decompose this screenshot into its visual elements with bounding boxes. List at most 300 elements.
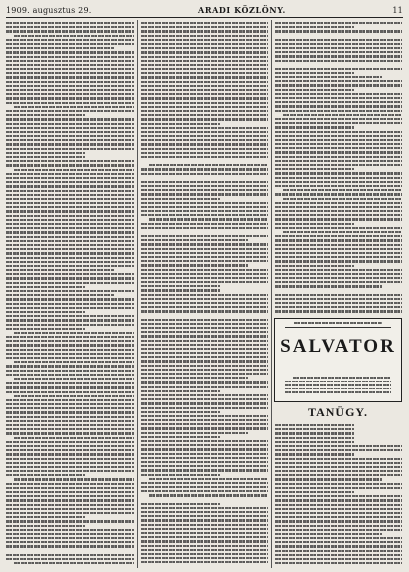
text-line: [6, 139, 134, 141]
text-line: [141, 331, 268, 333]
text-line: [141, 294, 268, 296]
text-line: [285, 391, 391, 393]
text-line: [6, 177, 134, 179]
text-line: [141, 281, 268, 283]
text-line: [275, 512, 402, 514]
text-line: [6, 219, 134, 221]
text-line: [275, 260, 402, 262]
text-line: [275, 185, 402, 187]
text-line: [275, 177, 402, 179]
text-line: [275, 239, 402, 241]
text-line: [6, 231, 134, 233]
text-line: [275, 269, 402, 271]
text-line: [6, 102, 134, 104]
text-line: [275, 93, 402, 95]
text-line: [141, 256, 268, 258]
text-line: [141, 143, 268, 145]
text-line: [6, 365, 134, 367]
text-line: [275, 168, 354, 170]
text-line: [141, 227, 268, 229]
text-line: [141, 365, 268, 367]
text-line: [141, 453, 268, 455]
text-line: [141, 390, 220, 392]
text-line: [6, 290, 134, 292]
text-line: [6, 424, 134, 426]
text-line: [6, 504, 134, 506]
text-line: [6, 282, 134, 284]
text-line: [141, 173, 268, 175]
text-line: [141, 243, 268, 245]
text-line: [275, 541, 402, 543]
text-line: [141, 515, 268, 517]
text-line: [275, 252, 402, 254]
text-line: [141, 369, 268, 371]
text-line: [275, 302, 402, 304]
text-line: [6, 215, 134, 217]
text-line: [6, 374, 134, 376]
text-line: [6, 458, 134, 460]
text-line: [6, 328, 85, 330]
text-line: [14, 378, 134, 380]
text-line: [6, 495, 134, 497]
text-line: [275, 218, 402, 220]
text-line: [141, 269, 268, 271]
text-line: [141, 43, 268, 45]
text-line: [275, 298, 402, 300]
text-line: [14, 478, 134, 480]
text-line: [141, 35, 268, 37]
text-line: [275, 306, 402, 308]
text-line: [275, 101, 402, 103]
text-line: [275, 76, 382, 78]
text-line: [6, 466, 134, 468]
text-line: [6, 181, 134, 183]
text-line: [141, 536, 268, 538]
text-line: [14, 332, 134, 334]
text-line: [149, 164, 268, 166]
text-line: [141, 519, 268, 521]
text-line: [6, 449, 134, 451]
text-line: [141, 465, 268, 467]
text-line: [141, 260, 268, 262]
text-line: [275, 256, 402, 258]
text-line: [141, 102, 268, 104]
text-line: [275, 214, 402, 216]
text-line: [14, 562, 134, 564]
text-line: [141, 394, 268, 396]
text-line: [275, 22, 402, 24]
text-line: [141, 323, 268, 325]
text-line: [275, 72, 354, 74]
text-line: [6, 445, 134, 447]
text-line: [275, 105, 402, 107]
text-line: [6, 311, 85, 313]
text-line: [6, 294, 114, 296]
text-line: [283, 189, 402, 191]
page-header: [6, 4, 403, 16]
text-line: [6, 353, 134, 355]
text-line: [275, 84, 402, 86]
text-line: [6, 76, 134, 78]
text-line: [6, 194, 134, 196]
text-line: [141, 335, 268, 337]
text-line: [6, 47, 114, 49]
text-line: [275, 39, 402, 41]
text-line: [6, 198, 134, 200]
text-line: [275, 432, 354, 434]
text-line: [141, 123, 220, 125]
text-line: [275, 499, 402, 501]
text-line: [275, 458, 402, 460]
text-line: [141, 373, 268, 375]
text-line: [275, 110, 402, 112]
text-line: [141, 482, 268, 484]
text-line: [275, 210, 402, 212]
text-line: [275, 135, 402, 137]
text-line: [275, 437, 354, 439]
text-line: [275, 223, 354, 225]
text-line: [141, 248, 268, 250]
text-line: [141, 168, 268, 170]
text-line: [6, 420, 134, 422]
text-line: [275, 131, 402, 133]
text-line: [6, 227, 134, 229]
text-line: [141, 474, 220, 476]
text-line: [6, 403, 134, 405]
text-line: [275, 491, 354, 493]
text-line: [275, 68, 402, 70]
text-line: [275, 470, 402, 472]
text-line: [6, 127, 134, 129]
text-line: [275, 273, 402, 275]
text-column-right-bottom: [275, 424, 402, 566]
text-line: [275, 550, 402, 552]
text-line: [141, 448, 268, 450]
text-line: [141, 30, 268, 32]
text-line: [275, 453, 354, 455]
salvator-advertisement: [274, 318, 402, 402]
text-line: [149, 494, 268, 496]
text-line: [283, 231, 402, 233]
text-line: [275, 478, 382, 480]
text-line: [275, 466, 402, 468]
text-line: [14, 169, 134, 171]
text-line: [6, 265, 134, 267]
text-line: [6, 206, 134, 208]
text-line: [6, 93, 134, 95]
text-line: [275, 43, 402, 45]
page-number: 11: [392, 5, 403, 15]
text-line: [141, 352, 268, 354]
text-line: [141, 189, 268, 191]
text-line: [6, 520, 134, 522]
text-line: [141, 340, 268, 342]
text-line: [275, 235, 402, 237]
text-line: [275, 118, 402, 120]
text-line: [141, 377, 248, 379]
text-line: [6, 487, 134, 489]
text-line: [141, 39, 268, 41]
text-line: [6, 344, 134, 346]
text-line: [6, 319, 134, 321]
text-line: [14, 106, 134, 108]
text-line: [6, 72, 134, 74]
text-line: [141, 419, 268, 421]
text-line: [141, 81, 268, 83]
text-line: [141, 503, 220, 505]
text-line: [275, 122, 402, 124]
text-line: [275, 294, 402, 296]
text-line: [275, 202, 402, 204]
text-line: [6, 411, 134, 413]
text-line: [141, 310, 268, 312]
text-line: [141, 47, 268, 49]
text-line: [141, 68, 268, 70]
text-line: [6, 173, 134, 175]
text-line: [293, 377, 391, 379]
text-line: [6, 357, 134, 359]
text-line: [275, 139, 402, 141]
text-line: [141, 490, 268, 492]
text-line: [6, 85, 134, 87]
text-line: [141, 427, 268, 429]
text-line: [6, 56, 134, 58]
section-heading: TANÜGY.: [307, 405, 368, 419]
text-line: [285, 381, 391, 383]
column-divider: [271, 20, 272, 568]
text-line: [6, 545, 134, 547]
text-line: [275, 533, 382, 535]
text-line: [141, 407, 268, 409]
text-line: [6, 508, 134, 510]
text-line: [6, 261, 134, 263]
text-line: [6, 190, 134, 192]
text-line: [141, 148, 268, 150]
text-line: [275, 520, 402, 522]
text-line: [141, 432, 248, 434]
text-line: [6, 533, 134, 535]
text-column-middle: [141, 22, 268, 566]
text-line: [6, 135, 134, 137]
text-line: [6, 252, 134, 254]
text-line: [6, 131, 134, 133]
text-line: [6, 156, 85, 158]
text-line: [285, 388, 391, 390]
text-line: [6, 148, 134, 150]
text-line: [141, 486, 268, 488]
text-line: [275, 537, 402, 539]
text-line: [6, 462, 134, 464]
text-line: [6, 324, 134, 326]
text-line: [6, 202, 134, 204]
text-line: [6, 386, 134, 388]
text-line: [6, 407, 134, 409]
text-line: [6, 470, 134, 472]
text-line: [6, 68, 134, 70]
text-line: [6, 491, 134, 493]
text-line: [141, 202, 268, 204]
text-line: [141, 302, 268, 304]
text-line: [6, 257, 134, 259]
text-line: [141, 206, 268, 208]
text-line: [6, 123, 134, 125]
text-line: [275, 445, 402, 447]
text-line: [141, 557, 268, 559]
text-line: [6, 248, 134, 250]
text-line: [275, 462, 402, 464]
text-line: [6, 26, 134, 28]
text-line: [6, 516, 85, 518]
text-line: [6, 525, 85, 527]
text-line: [141, 51, 268, 53]
text-line: [141, 511, 268, 513]
text-line: [141, 210, 268, 212]
text-line: [275, 156, 402, 158]
text-line: [275, 97, 402, 99]
text-line: [275, 143, 402, 145]
text-line: [141, 135, 268, 137]
text-line: [275, 495, 402, 497]
text-line: [6, 391, 134, 393]
text-line: [141, 26, 268, 28]
text-line: [275, 441, 354, 443]
text-line: [149, 218, 268, 220]
text-line: [141, 319, 268, 321]
text-line: [141, 532, 268, 534]
text-line: [141, 356, 268, 358]
text-line: [283, 198, 402, 200]
text-line: [275, 529, 402, 531]
text-line: [141, 528, 268, 530]
text-line: [6, 269, 114, 271]
text-line: [275, 504, 402, 506]
text-line: [275, 277, 402, 279]
ad-details: [285, 377, 391, 395]
text-line: [141, 235, 268, 237]
text-line: [6, 152, 85, 154]
text-line: [275, 449, 402, 451]
text-line: [6, 541, 134, 543]
text-line: [6, 453, 134, 455]
text-line: [6, 298, 134, 300]
text-line: [6, 340, 134, 342]
text-line: [141, 545, 268, 547]
text-line: [141, 93, 268, 95]
text-line: [141, 76, 268, 78]
text-line: [141, 64, 268, 66]
text-line: [6, 399, 134, 401]
text-line: [6, 30, 134, 32]
text-line: [6, 97, 134, 99]
text-line: [141, 97, 268, 99]
text-line: [141, 402, 268, 404]
text-line: [275, 285, 382, 287]
text-line: [14, 395, 134, 397]
text-line: [141, 131, 268, 133]
text-line: [141, 106, 268, 108]
text-line: [275, 545, 402, 547]
text-line: [275, 227, 402, 229]
text-line: [141, 386, 268, 388]
text-line: [6, 60, 134, 62]
text-line: [6, 51, 134, 53]
text-line: [6, 43, 134, 45]
text-line: [275, 206, 402, 208]
text-line: [141, 360, 268, 362]
text-line: [141, 239, 248, 241]
text-line: [6, 286, 85, 288]
text-line: [141, 540, 268, 542]
text-line: [6, 236, 134, 238]
text-line: [6, 240, 134, 242]
text-line: [275, 51, 402, 53]
text-line: [275, 424, 354, 426]
text-line: [275, 487, 402, 489]
text-line: [141, 298, 268, 300]
text-line: [141, 469, 268, 471]
text-line: [275, 248, 402, 250]
text-line: [6, 210, 134, 212]
text-line: [275, 89, 354, 91]
text-line: [275, 554, 402, 556]
text-line: [141, 277, 268, 279]
text-line: [275, 172, 402, 174]
issue-date: 1909. augusztus 29.: [6, 5, 92, 15]
text-line: [6, 244, 134, 246]
text-line: [141, 306, 268, 308]
text-line: [6, 114, 85, 116]
ad-brand-name: SALVATOR: [280, 335, 396, 357]
text-line: [275, 483, 402, 485]
text-line: [141, 524, 268, 526]
text-line: [275, 516, 402, 518]
text-line: [6, 336, 134, 338]
ad-tagline: [275, 322, 401, 324]
text-line: [6, 529, 134, 531]
text-line: [141, 156, 268, 158]
text-line: [6, 160, 134, 162]
text-line: [141, 348, 268, 350]
text-line: [6, 185, 134, 187]
text-line: [6, 428, 134, 430]
text-column-right-top: [275, 22, 402, 314]
text-line: [141, 198, 220, 200]
text-line: [6, 370, 134, 372]
text-line: [6, 483, 134, 485]
text-line: [141, 72, 268, 74]
text-line: [141, 264, 248, 266]
text-line: [141, 114, 268, 116]
text-line: [6, 416, 134, 418]
text-line: [141, 252, 268, 254]
text-line: [141, 214, 268, 216]
text-line: [275, 281, 402, 283]
text-line: [141, 549, 268, 551]
text-line: [275, 244, 402, 246]
text-line: [6, 432, 134, 434]
newspaper-title: ARADI KÖZLÖNY.: [198, 5, 286, 15]
text-line: [6, 537, 134, 539]
text-line: [141, 289, 220, 291]
text-line: [275, 193, 402, 195]
text-line: [141, 181, 268, 183]
text-line: [6, 277, 134, 279]
text-line: [141, 118, 268, 120]
text-line: [6, 81, 134, 83]
text-line: [6, 315, 134, 317]
text-line: [6, 273, 134, 275]
text-line: [275, 164, 402, 166]
